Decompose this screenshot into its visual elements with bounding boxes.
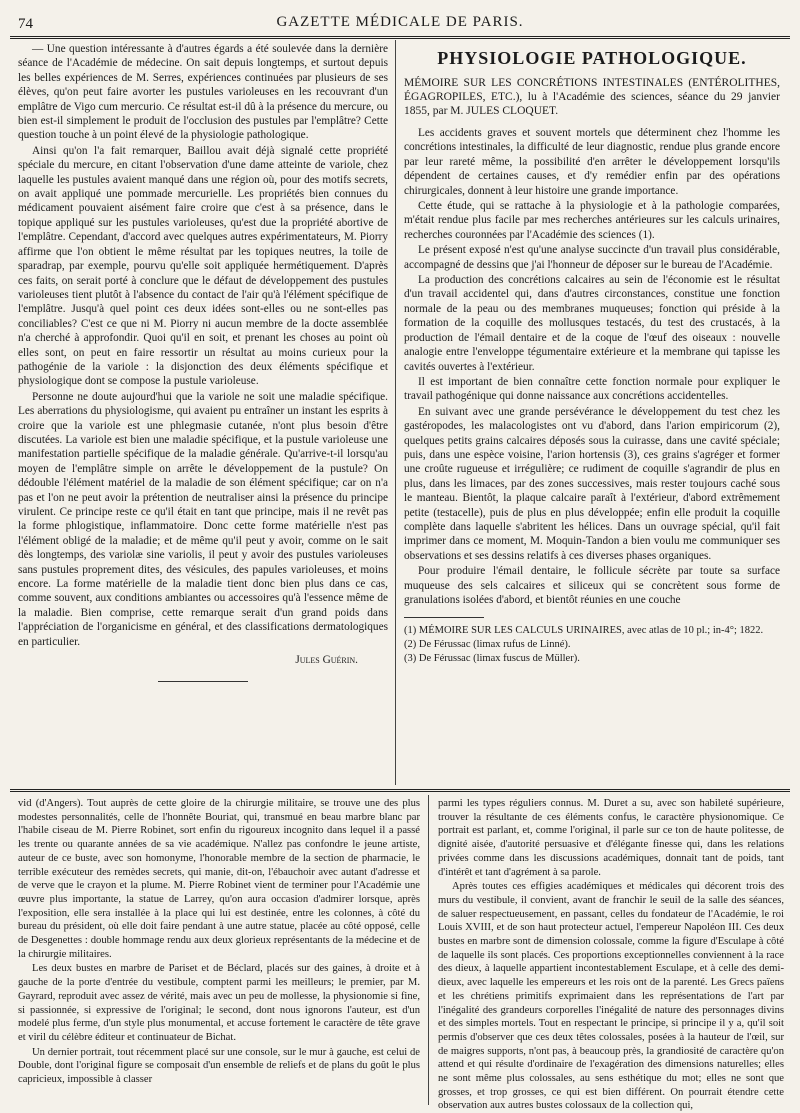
paragraph: Les deux bustes en marbre de Pariset et de Béclard, placés sur des gaines, à droite et à gauche de la porte d'entrée du vestibule, comptent parmi les meilleurs; le premier, par M. Gayrard, reproduit avec assez de vérité, mais avec un peu de mollesse, la physionomie si fine, si passionnée, si expressive de l'original; le second, dont nous ignorons l'auteur, est d'un modelé plus ferme, d'un style plus monumental, et accuse fortement le caractère de tête grave et viril du célèbre éditeur et continuateur de Bichat. xyxy=(18,963,420,1043)
paragraph: En suivant avec une grande persévérance le développement du test chez les gastéropodes, les malacologistes ont vu d'abord, dans l'arion empiricorum (2), quelques petits grains calcaires déposés sous la cuirasse, dans une cavité spéciale; puis, dans une espèce voisine, l'arion hortensis (3), ces grains s'agréger et former une croûte rugueuse et irrégulière; ce rudiment de coquille s'agrandir de plus en plus, dans les limaces, par des zones successives, mais rester toujours caché sous le manteau. Bientôt, la plaque calcaire paraît à l'extérieur, d'abord extrêmement petite (testacelle), puis de plus en plus développée; enfin elle produit la coquille complète dans laquelle s'abritent les hélices. Dans un ouvrage spécial, qu'il fait imprimer dans ce moment, M. Moquin-Tandon a bien voulu me communiquer ses observations et ses dessins relatifs à ces diverses phases organiques. xyxy=(404,405,780,562)
paragraph: La production des concrétions calcaires au sein de l'économie est le résultat d'un travail accidentel qui, dans d'autres circonstances, constitue une fonction normale de la peau ou des membranes muqueuses; fonction qui préside à la formation de la coquille des mollusques testacés, du test des crustacés, à la production de l'émail dentaire et de la coque de l'œuf des oiseaux : nouvelle analogie entre l'enveloppe tégumentaire extérieure et la membrane qui tapisse les cavités ouvertes à l'extérieur. xyxy=(404,274,780,373)
paragraph: Personne ne doute aujourd'hui que la variole ne soit une maladie spécifique. Les aberrations du physiologisme, qui avaient pu entraîner un instant les esprits à croire que la variole est une phlegmasie cutanée, n'ont plus besoin d'être discutées. La variole est bien une maladie spécifique, et la pustule varioleuse une manifestation partielle spécifique de la maladie générale. Qu'arrive-t-il lorsqu'au moyen de l'emplâtre simple on arrête le développement de la pustule? On dédouble l'élément matériel de la maladie de son élément spécifique; car on n'a pas et l'on ne peut avoir la prétention de neutraliser ainsi la présence du principe virulent. Ce principe reste ce qu'il était en tant que principe, mais il ne revêt pas la forme phlogistique, inflammatoire. Donc cette forme matérielle n'est pas l'élément obligé de la maladie; et de même qu'il peut y avoir, comme on le sait dès longtemps, des variolæ sine variolis, il peut y avoir des pustules varioleuses sans pustules proprement dites, des vésicules, des papules varioleuses, et moins encore. La forme matérielle de la maladie tient donc bien plus dans ce cas, comme souvent, aux conditions ambiantes ou accessoires qu'à l'essence même de la maladie. Bien comprise, cette remarque serait d'un grand poids dans l'appréciation de l'organicisme en général, et des classifications dermatologiques en particulier. xyxy=(18,390,388,648)
paragraph: — Une question intéressante à d'autres égards a été soulevée dans la dernière séance de l'Académie de médecine. On sait depuis longtemps, et surtout depuis les belles expériences de M. Serres, expériences continuées par plusieurs de ses élèves, qu'on peut faire avorter les pustules varioleuses en les recouvrant d'un emplâtre de Vigo cum mercurio. Ce résultat est-il dû à la présence du mercure, ou bien est-il simplement le produit de l'occlusion des pustules par l'emplâtre? Cette question touche à un point élevé de la physiologie pathologique. xyxy=(18,43,388,142)
footnote: (2) De Férussac (limax rufus de Linné). xyxy=(404,639,571,651)
footnote: (1) MÉMOIRE SUR LES CALCULS URINAIRES, avec atlas de 10 pl.; in-4°; 1822. xyxy=(404,625,764,637)
paragraph: Il est important de bien connaître cette fonction normale pour expliquer le travail pathogénique qui donne naissance aux concrétions accidentelles. xyxy=(404,375,780,403)
paragraph: Le présent exposé n'est qu'une analyse succincte d'un travail plus considérable, accompagné de dessins que j'ai l'honneur de déposer sur le bureau de l'Académie. xyxy=(404,244,780,271)
paragraph: Un dernier portrait, tout récemment placé sur une console, sur le mur à gauche, est celui de Double, dont l'original figure se composait d'un ensemble de reliefs et de plans du goût le plus capricieux, impossible à classer xyxy=(18,1046,420,1086)
memoir-heading: MÉMOIRE SUR LES CONCRÉTIONS INTESTINALES (ENTÉROLITHES, ÉGAGROPILES, ETC.), lu à l'Académie des sciences, séance du 29 janvier 1855, par M. JULES CLOQUET. xyxy=(404,77,780,117)
left-top-column xyxy=(18,42,388,722)
paragraph: Les accidents graves et souvent mortels que déterminent chez l'homme les concrétions intestinales, la difficulté de leur diagnostic, rendue plus grande encore par leur rareté même, la possibilité d'en arrêter le développement lorsqu'ils dépendent de certaines causes, et d'y remédier enfin par des opérations chirurgicales, donnent à leur histoire une grande importance. xyxy=(404,127,780,197)
paragraph: vid (d'Angers). Tout auprès de cette gloire de la chirurgie militaire, se trouve une des plus modestes personnalités, celle de l'honnête Bouriat, qui, transmué en beau marbre blanc par l'habile ciseau de M. Pierre Robinet, sort enfin du rigoureux incognito dans lequel il a passé les trente ou quarante années de sa vie académique. N'allez pas confondre le jeune artiste, auteur de ce buste, avec son homonyme, l'honorable membre de la section de pharmacie, le terrible exécuteur des remèdes secrets, qui manie, dit-on, l'ébauchoir avec autant d'adresse et de verve que le crayon et la plume. M. Pierre Robinet vient de terminer pour l'Académie une œuvre plus importante, la statue de Larrey, qu'on aura occasion d'admirer lorsque, après l'exposition, elle sera installée à la place qui lui est destinée, entre les colonnes, à côté du bureau du président, où elle doit faire pendant à une autre statue, placée au côté opposé, celle de Desgenettes : double hommage rendu aux deux glorieux représentants de la médecine et de la chirurgie militaires. xyxy=(18,798,420,960)
section-title: PHYSIOLOGIE PATHOLOGIQUE. xyxy=(437,48,747,68)
paragraph: parmi les types réguliers connus. M. Duret a su, avec son habileté supérieure, trouver la résultante de ces éléments confus, le caractère physionomique. Ce portrait est parlant, et, comme l'original, il parle sur ce ton de haute politesse, de dignité aisée, d'autorité persuasive et d'élégante finesse qui, dans les relations privées comme dans les discussions académiques, donnait tant de poids, tant d'intérêt et tant d'agrément à sa parole. xyxy=(438,798,784,878)
paragraph: Après toutes ces effigies académiques et médicales qui décorent trois des murs du vestibule, il convient, avant de franchir le seuil de la salle des séances, de saluer respectueusement, en passant, celles du fondateur de l'Académie, le roi Louis XVIII, et de son haut protecteur actuel, l'empereur Napoléon III. Ces deux bustes en marbre sont de dimension colossale, comme la figure d'Esculape à côté de laquelle ils sont placés. Ces proportions exceptionnelles conviennent à la race des dieux, à laquelle appartient incontestablement Esculape, et à celle des demi-dieux, avec laquelle les empereurs et les rois ont de la parenté. Les Grecs païens et les chrétiens primitifs exprimaient dans les représentations de l'art par l'inégalité des grandeurs corporelles l'inégalité de nature des personnages divins et des simples mortels. Tout en respectant le principe, si principe il y a, qu'il soit permis d'observer que ces deux têtes colossales, posées à la hauteur de l'œil, sur de maigres supports, n'ont pas, à beaucoup près, la grandiosité de caractère qu'on attend et qui résulte d'ordinaire de l'exagération des dimensions naturelles; elles ne sont même plus colossales, au sens esthétique du mot; elles ne sont que grosses, et trop grosses, ce qui est bien différent. On pourrait étendre cette observation aux autres bustes colossaux de la collection qui, xyxy=(438,881,784,1112)
section-divider xyxy=(10,789,790,792)
paragraph: Ainsi qu'on l'a fait remarquer, Baillou avait déjà signalé cette propriété spéciale du mercure, en citant l'observation d'une dame atteinte de variole, chez laquelle les pustules avaient manqué dans une région où, pour des motifs secrets, on avait appliqué une pommade mercurielle. Les propriétés bien connues du médicament pouvaient aisément faire croire que c'est à sa présence, dans le topique appliqué sur les pustules varioleuses, qu'est due la propriété abortive de l'emplâtre. Cependant, d'accord avec quelques autres expérimentateurs, M. Piorry affirme que l'on obtient le même résultat par les topiques neutres, la toile de sparadrap, par exemple, pourvu qu'elle soit appliquée hermétiquement. D'après ces faits, on serait porté à conclure que le défaut de développement des pustules varioleuses tient plutôt à l'absence du contact de l'air qu'à l'élément spécifique de l'emplâtre. Jusqu'à quel point ces deux idées sont-elles ou ne sont-elles pas conciliables? C'est ce que ni M. Piorry ni aucun membre de la docte assemblée n'a cherché à approfondir. Quoi qu'il en soit, et prenant les choses au point où elles sont, on peut en faire ressortir un résultat au moins curieux pour la pathogénie de la variole : la disjonction des deux éléments spécifique et physiologique dont se compose la pustule varioleuse. xyxy=(18,144,388,388)
footnote: (3) De Férussac (limax fuscus de Müller). xyxy=(404,653,580,665)
left-bottom-column xyxy=(18,797,420,1105)
column-rule-top xyxy=(395,40,396,785)
paragraph: Cette étude, qui se rattache à la physiologie et à la pathologie comparées, m'était rendue plus facile par mes recherches antérieures sur les calculs urinaires, recherches couronnées par l'Académie des sciences (1). xyxy=(404,200,780,241)
author-signature: Jules Guérin. xyxy=(295,654,358,667)
column-rule-bottom xyxy=(428,795,429,1105)
signature-rule xyxy=(158,681,248,682)
footnote-rule xyxy=(404,617,484,618)
page-number: 74 xyxy=(18,16,33,32)
running-title: GAZETTE MÉDICALE DE PARIS. xyxy=(276,14,524,30)
page-header xyxy=(10,8,790,39)
paragraph: Pour produire l'émail dentaire, le follicule sécrète par toute sa surface muqueuse des sels calcaires et siliceux qui se concrètent sous forme de granulations isolées d'abord, et bientôt réunies en une couche xyxy=(404,565,780,606)
right-top-column xyxy=(404,42,780,732)
right-bottom-column xyxy=(438,797,784,1112)
